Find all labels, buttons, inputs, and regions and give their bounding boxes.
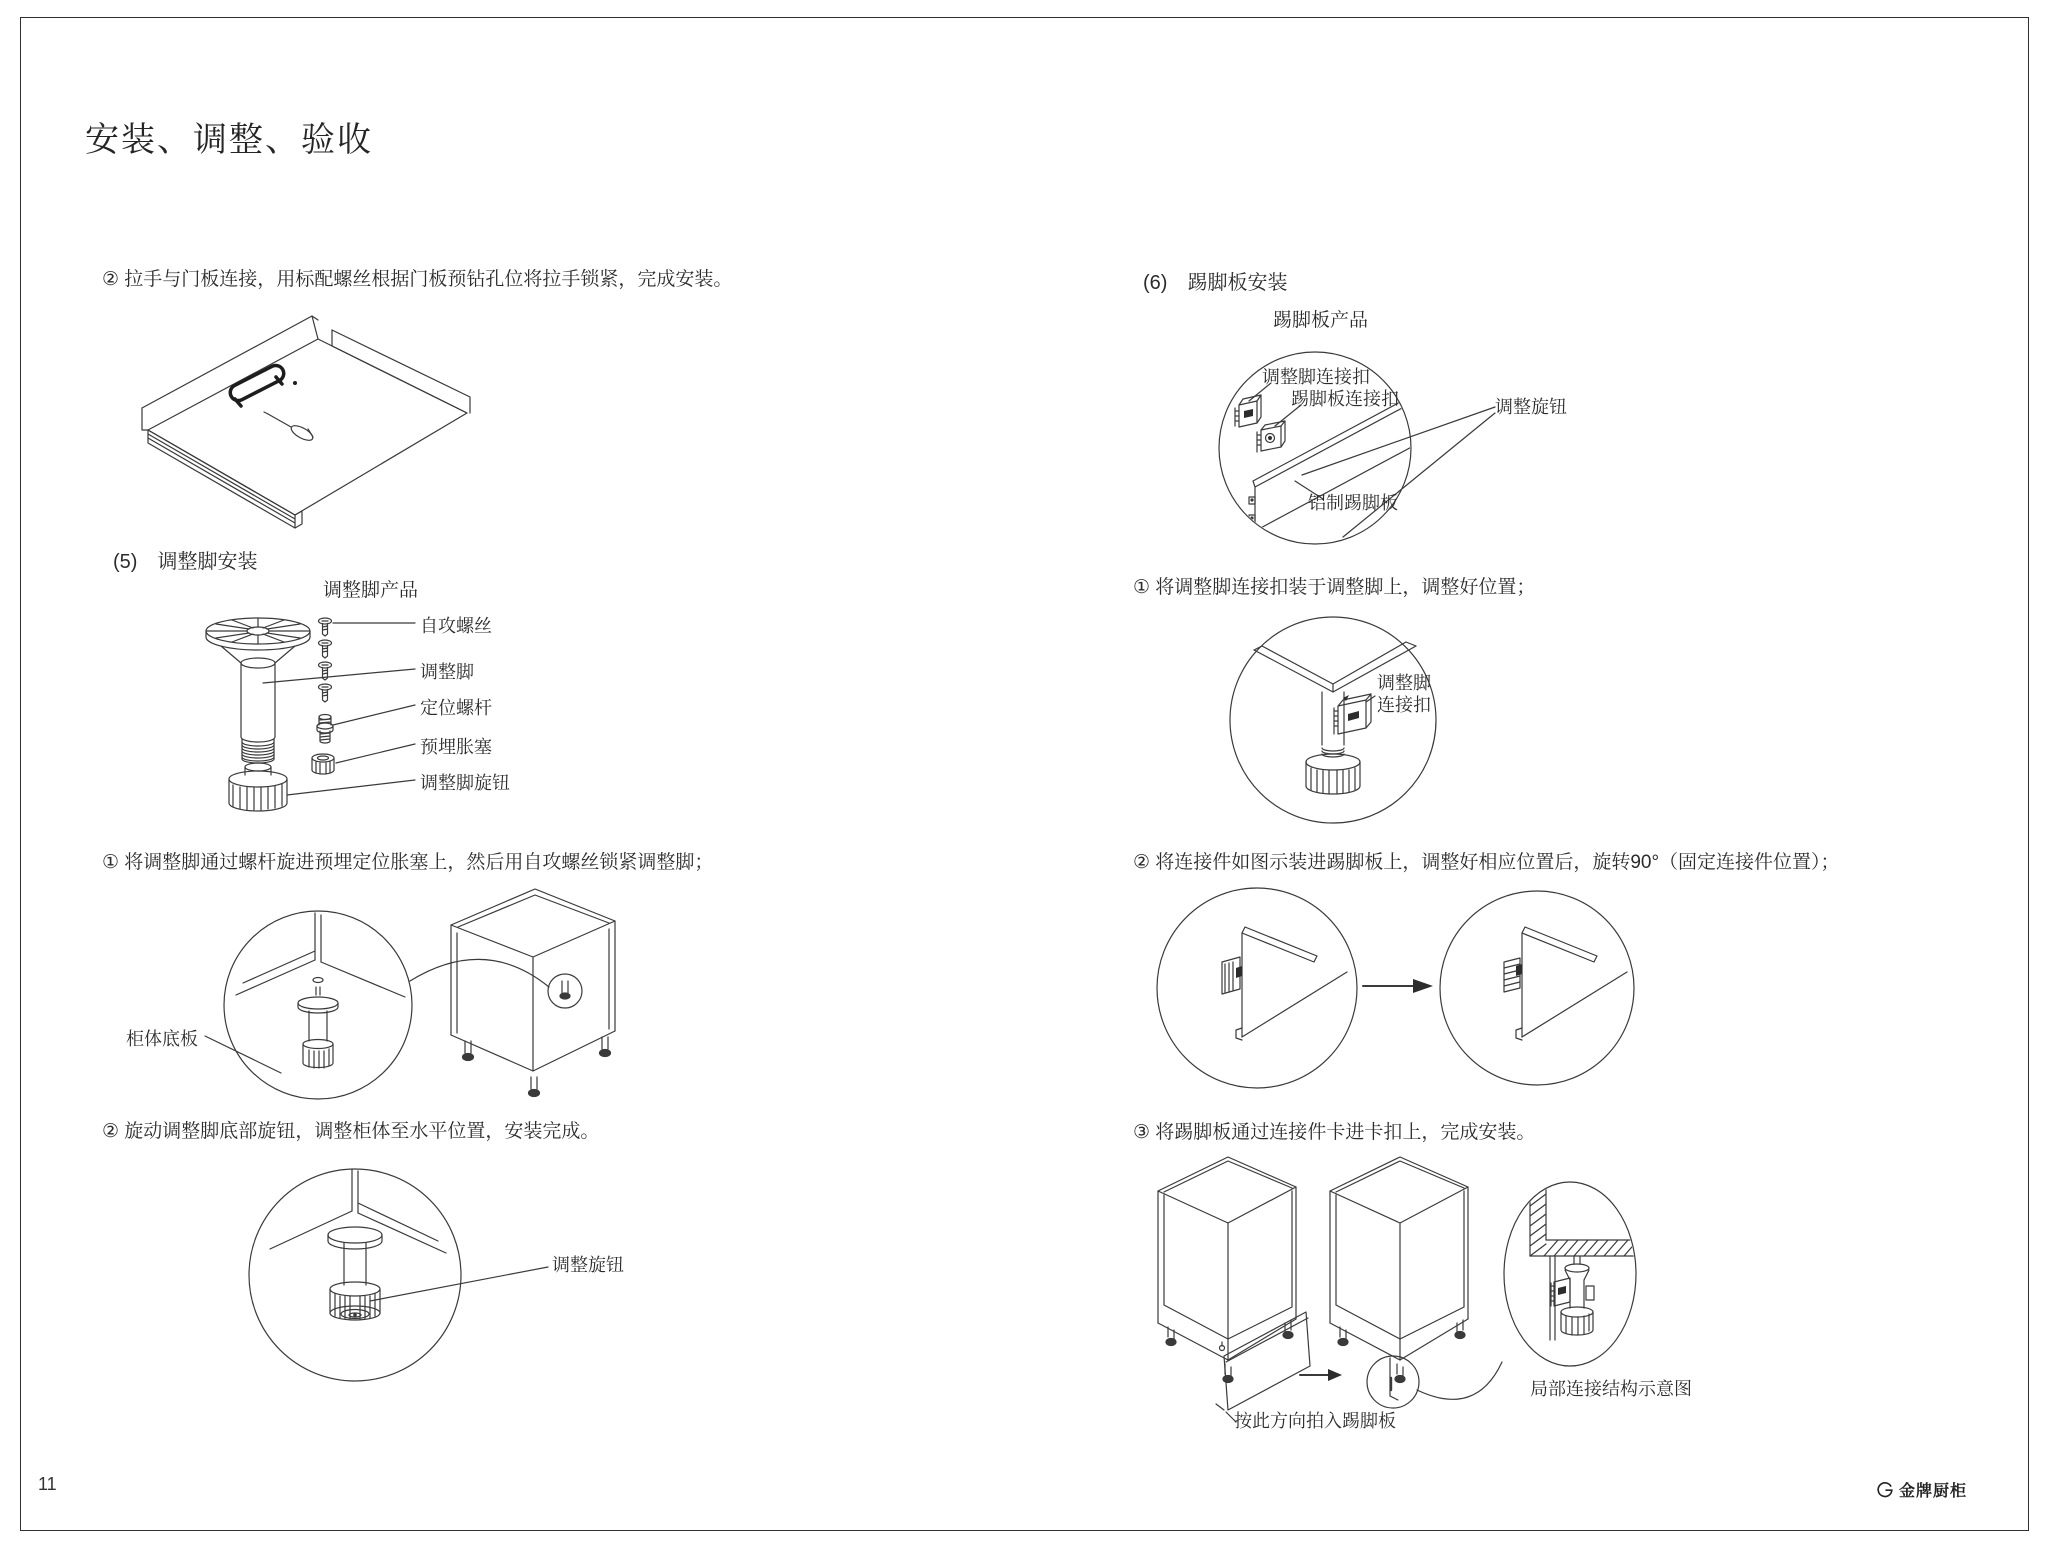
step-handle-text: ② 拉手与门板连接，用标配螺丝根据门板预钻孔位将拉手锁紧，完成安装。 xyxy=(102,269,733,290)
foot-clip-diagram xyxy=(1226,610,1691,845)
board-clip-label: 踢脚板连接扣 xyxy=(1291,389,1399,409)
brand-logo xyxy=(1876,1478,1967,1501)
page-title: 安装、调整、验收 xyxy=(85,121,373,159)
kick-install-diagram xyxy=(1146,1150,1886,1450)
part-label-plug: 预埋胀塞 xyxy=(420,737,492,757)
right-step3-text: ③ 将踢脚板通过连接件卡进卡扣上，完成安装。 xyxy=(1133,1122,1536,1143)
part-label-knob: 调整脚旋钮 xyxy=(420,773,510,793)
detail-caption-label: 局部连接结构示意图 xyxy=(1530,1379,1692,1399)
brand-g-icon xyxy=(1876,1481,1894,1499)
alu-board-label: 铝制踢脚板 xyxy=(1308,493,1398,513)
clip-rotate-diagram xyxy=(1148,886,1758,1101)
adjust-knob-label-right: 调整旋钮 xyxy=(1495,397,1567,417)
left-step1-text: ① 将调整脚通过螺杆旋进预埋定位胀塞上，然后用自攻螺丝锁紧调整脚； xyxy=(102,852,714,873)
section-6-heading: (6) 踢脚板安装 xyxy=(1143,272,1288,294)
brand-name: 金牌厨柜 xyxy=(1899,1483,1968,1500)
knob-adjust-diagram xyxy=(238,1153,668,1408)
adjust-knob-label-left: 调整旋钮 xyxy=(552,1255,624,1275)
right-step1-text: ① 将调整脚连接扣装于调整脚上，调整好位置； xyxy=(1133,577,1536,598)
foot-into-cabinet-diagram xyxy=(113,883,638,1123)
left-step2-text: ② 旋动调整脚底部旋钮，调整柜体至水平位置，安装完成。 xyxy=(102,1121,600,1142)
foot-clip-two-line-label: 调整脚 连接扣 xyxy=(1377,673,1431,715)
page-number: 11 xyxy=(38,1474,57,1494)
part-label-foot: 调整脚 xyxy=(420,662,474,682)
door-panel-illustration xyxy=(140,313,475,531)
part-label-stud: 定位螺杆 xyxy=(420,698,492,718)
foot-clip-label: 调整脚连接扣 xyxy=(1262,367,1370,387)
exploded-foot-diagram xyxy=(183,613,428,848)
part-label-screw: 自攻螺丝 xyxy=(420,616,492,636)
toe-kick-caption: 踢脚板产品 xyxy=(1273,310,1369,331)
bottom-panel-label: 柜体底板 xyxy=(126,1029,198,1049)
right-step2-text: ② 将连接件如图示装进踢脚板上，调整好相应位置后，旋转90°（固定连接件位置）； xyxy=(1133,852,1840,873)
adjust-foot-caption: 调整脚产品 xyxy=(323,580,419,601)
section-5-heading: (5) 调整脚安装 xyxy=(113,551,258,573)
screw-dot xyxy=(293,381,297,385)
push-direction-label: 按此方向拍入踢脚板 xyxy=(1234,1411,1396,1431)
